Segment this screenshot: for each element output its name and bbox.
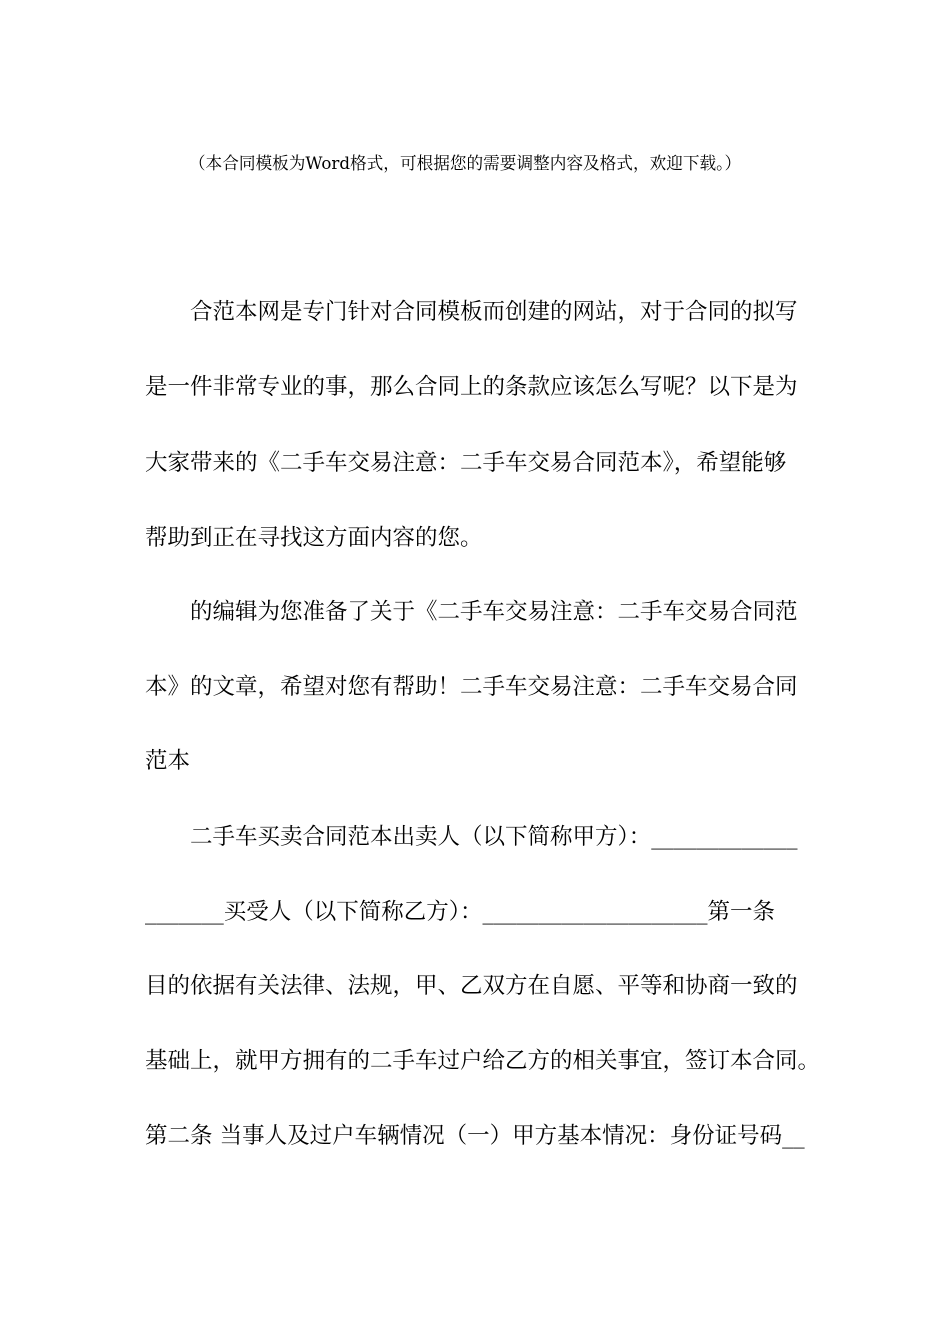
paragraph-line-2: 是一件非常专业的事，那么合同上的条款应该怎么写呢？以下是为 [145, 374, 798, 400]
paragraph-line-11: 基础上，就甲方拥有的二手车过户给乙方的相关事宜，签订本合同。 [145, 1048, 821, 1074]
paragraph-line-4: 帮助到正在寻找这方面内容的您。 [145, 525, 483, 551]
paragraph-line-8: 二手车买卖合同范本出卖人（以下简称甲方）：_____________ [190, 824, 798, 850]
template-note: （本合同模板为Word格式，可根据您的需要调整内容及格式，欢迎下载。） [188, 154, 742, 174]
paragraph-line-9: _______买受人（以下简称乙方）：____________________第一条 [145, 899, 776, 925]
paragraph-line-10: 目的依据有关法律、法规，甲、乙双方在自愿、平等和协商一致的 [145, 973, 798, 999]
paragraph-line-6: 本》的文章，希望对您有帮助！二手车交易注意：二手车交易合同 [145, 674, 798, 700]
paragraph-line-5: 的编辑为您准备了关于《二手车交易注意：二手车交易合同范 [190, 599, 798, 625]
paragraph-line-1: 合范本网是专门针对合同模板而创建的网站，对于合同的拟写 [190, 299, 798, 325]
paragraph-line-3: 大家带来的《二手车交易注意：二手车交易合同范本》，希望能够 [145, 450, 787, 476]
paragraph-line-12: 第二条 当事人及过户车辆情况（一）甲方基本情况：身份证号码__ [145, 1123, 805, 1149]
paragraph-line-7: 范本 [145, 748, 191, 774]
